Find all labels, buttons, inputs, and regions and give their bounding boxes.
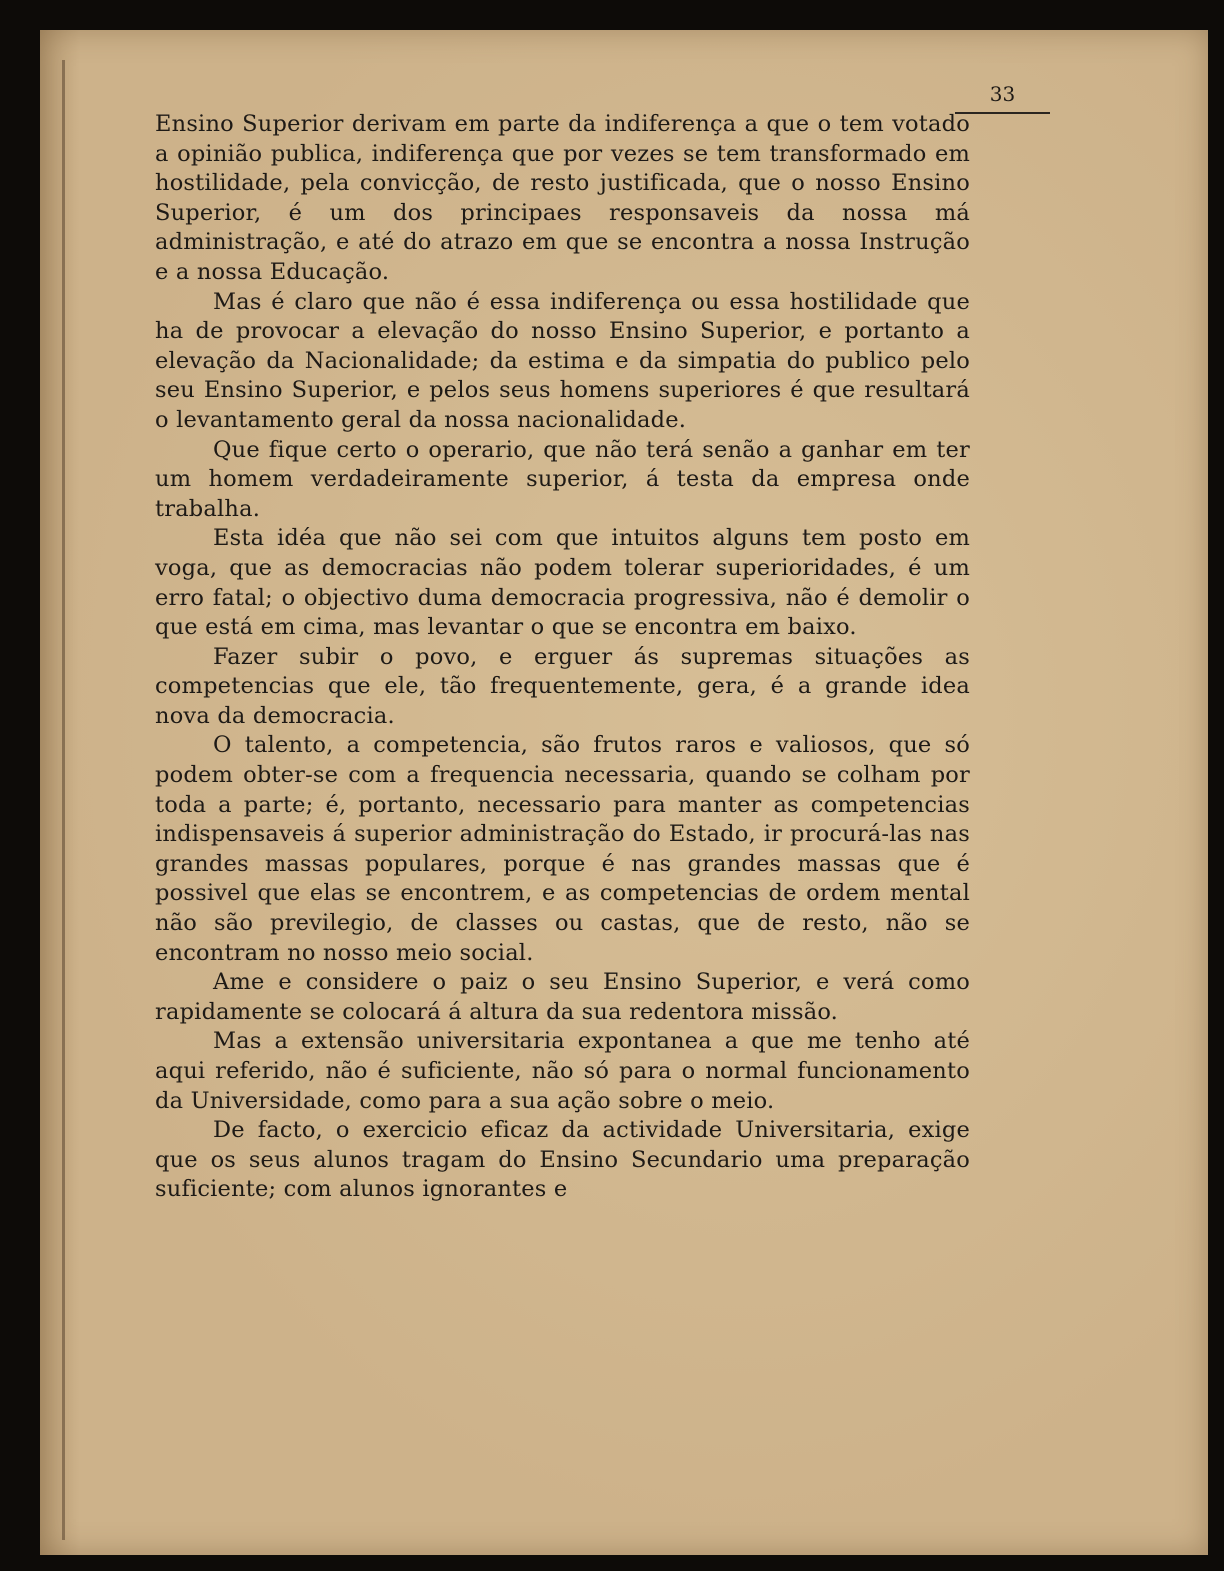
paragraph: De facto, o exercicio eficaz da actividade Universitaria, exige que os seus alunos tragam do Ensino Secundario uma preparação suficiente; com alunos ignorantes e (155, 1117, 970, 1203)
page-number: 33 (989, 82, 1016, 106)
paragraph: Mas é claro que não é essa indiferença ou essa hostilidade que ha de provocar a elevação do nosso Ensino Superior, e portanto a elevação da Nacionalidade; da estima e da simpatia do publico pelo seu Ensino Superior, e pelos seus homens superiores é que resultará o levantamento geral da nossa nacionalidade. (155, 288, 970, 433)
paragraph: Que fique certo o operario, que não terá senão a ganhar em ter um homem verdadeiramente superior, á testa da empresa onde trabalha. (155, 436, 970, 522)
paragraph: Mas a extensão universitaria expontanea a que me tenho até aqui referido, não é suficiente, não só para o normal funcionamento da Universidade, como para a sua ação sobre o meio. (155, 1028, 970, 1114)
paragraph: O talento, a competencia, são frutos raros e valiosos, que só podem obter-se com a frequencia necessaria, quando se colham por toda a parte; é, portanto, necessario para manter as competencias indispensaveis á superior administração do Estado, ir procurá-las nas grandes massas populares, porque é nas grandes massas que é possivel que elas se encontrem, e as competencias de ordem mental não são previlegio, de classes ou castas, que de resto, não se encontram no nosso meio social. (155, 732, 970, 966)
body-text (155, 110, 970, 1205)
paragraph: Esta idéa que não sei com que intuitos alguns tem posto em voga, que as democracias não podem tolerar superioridades, é um erro fatal; o objectivo duma democracia progressiva, não é demolir o que está em cima, mas levantar o que se encontra em baixo. (155, 525, 970, 641)
paragraph: Ame e considere o paiz o seu Ensino Superior, e verá como rapidamente se colocará á altura da sua redentora missão. (155, 969, 970, 1025)
paragraph: Fazer subir o povo, e erguer ás supremas situações as competencias que ele, tão frequentemente, gera, é a grande idea nova da democracia. (155, 643, 970, 729)
paragraph-continued: Ensino Superior derivam em parte da indiferença a que o tem votado a opinião publica, indiferença que por vezes se tem transformado em hostilidade, pela convicção, de resto justificada, que o nosso Ensino Superior, é um dos principaes responsaveis da nossa má administração, e até do atrazo em que se encontra a nossa Instrução e a nossa Educação. (155, 111, 970, 285)
page-binding-edge (62, 60, 65, 1540)
